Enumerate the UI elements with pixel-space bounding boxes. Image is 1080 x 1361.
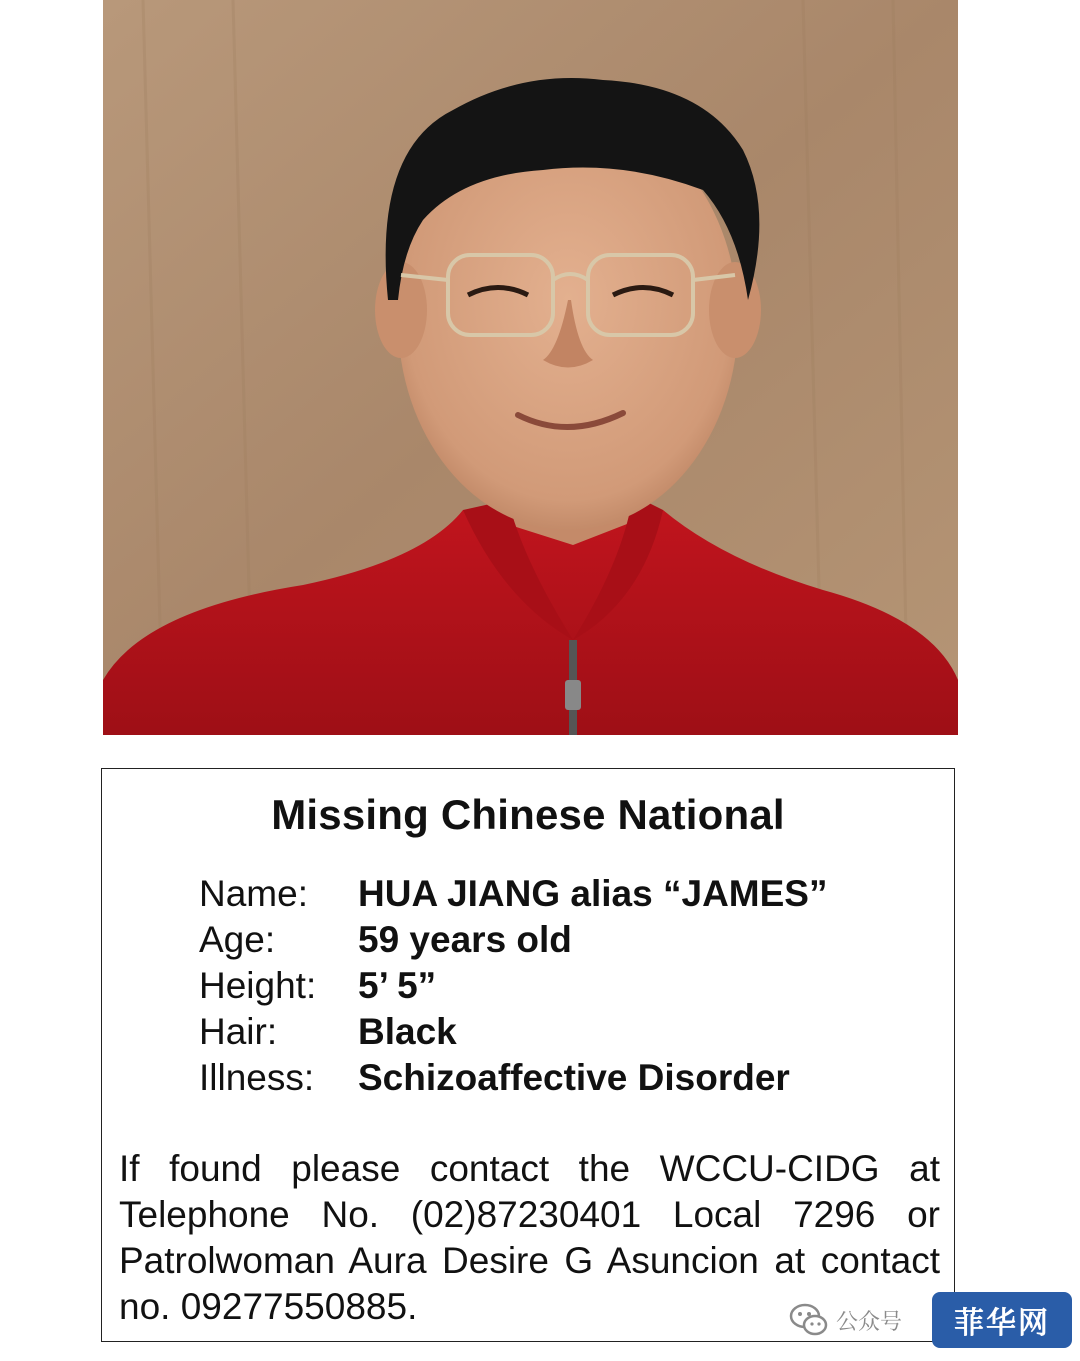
field-value-illness: Schizoaffective Disorder <box>358 1057 790 1098</box>
site-logo: 菲华网 <box>932 1292 1072 1348</box>
watermark-text: 公众号 <box>836 1309 903 1335</box>
field-row-age <box>199 917 827 963</box>
field-row-hair <box>199 1009 827 1055</box>
details-list <box>199 871 827 1101</box>
field-label-hair: Hair: <box>199 1011 278 1052</box>
field-value-hair: Black <box>358 1011 457 1052</box>
field-value-age: 59 years old <box>358 919 572 960</box>
field-row-illness <box>199 1055 827 1101</box>
field-value-height: 5’ 5” <box>358 965 437 1006</box>
field-label-name: Name: <box>199 873 308 914</box>
field-row-name <box>199 871 827 917</box>
field-row-height <box>199 963 827 1009</box>
field-label-illness: Illness: <box>199 1057 315 1098</box>
field-value-name: HUA JIANG alias “JAMES” <box>358 873 828 914</box>
watermark <box>782 1290 1080 1350</box>
poster-title: Missing Chinese National <box>271 791 785 838</box>
contact-instructions: If found please contact the WCCU-CIDG at Telephone No. (02)87230401 Local 7296 or Patrolwoman Aura Desire G Asuncion at contact no. 09277550885. <box>119 1148 940 1327</box>
field-label-age: Age: <box>199 919 276 960</box>
portrait-photo <box>103 0 958 735</box>
field-label-height: Height: <box>199 965 317 1006</box>
info-box <box>101 768 955 1342</box>
wechat-icon <box>788 1299 830 1341</box>
